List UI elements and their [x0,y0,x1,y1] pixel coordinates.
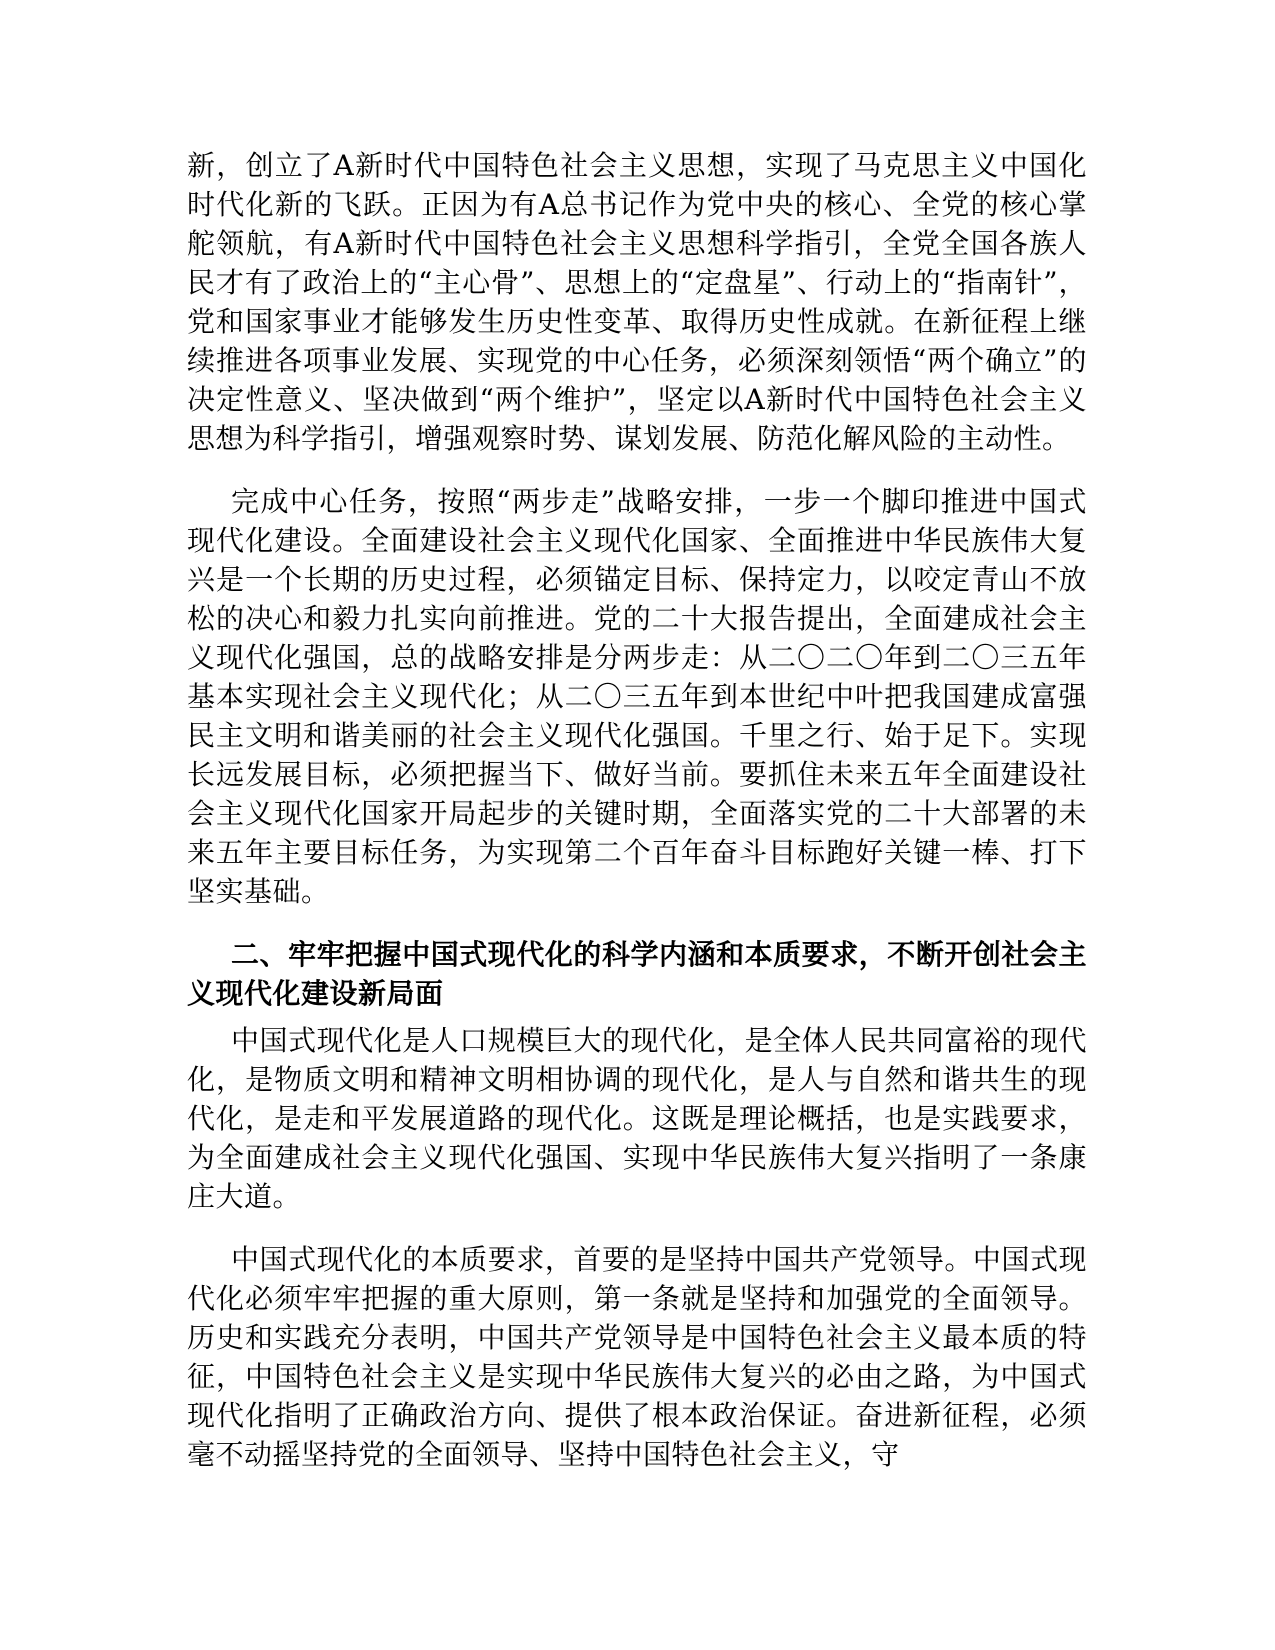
paragraph-modernization-definition: 中国式现代化是人口规模巨大的现代化，是全体人民共同富裕的现代化，是物质文明和精神文明相协调的现代化，是人与自然和谐共生的现代化，是走和平发展道路的现代化。这既是理论概括，也是实践要求，为全面建成社会主义现代化强国、实现中华民族伟大复兴指明了一条康庄大道。 [187,1024,1087,1213]
paragraph-continued: 新，创立了A新时代中国特色社会主义思想，实现了马克思主义中国化时代化新的飞跃。正因为有A总书记作为党中央的核心、全党的核心掌舵领航，有A新时代中国特色社会主义思想科学指引，全党全国各族人民才有了政治上的“主心骨”、思想上的“定盘星”、行动上的“指南针”，党和国家事业才能够发生历史性变革、取得历史性成就。在新征程上继续推进各项事业发展、实现党的中心任务，必须深刻领悟“两个确立”的决定性意义、坚决做到“两个维护”，坚定以A新时代中国特色社会主义思想为科学指引，增强观察时势、谋划发展、防范化解风险的主动性。 [187,149,1087,455]
paragraph-two-step-strategy: 完成中心任务，按照“两步走”战略安排，一步一个脚印推进中国式现代化建设。全面建设社会主义现代化国家、全面推进中华民族伟大复兴是一个长期的历史过程，必须锚定目标、保持定力，以咬定青山不放松的决心和毅力扎实向前推进。党的二十大报告提出，全面建成社会主义现代化强国，总的战略安排是分两步走：从二〇二〇年到二〇三五年基本实现社会主义现代化；从二〇三五年到本世纪中叶把我国建成富强民主文明和谐美丽的社会主义现代化强国。千里之行、始于足下。实现长远发展目标，必须把握当下、做好当前。要抓住未来五年全面建设社会主义现代化国家开局起步的关键时期，全面落实党的二十大部署的未来五年主要目标任务，为实现第二个百年奋斗目标跑好关键一棒、打下坚实基础。 [187,485,1087,908]
section-heading-two: 二、牢牢把握中国式现代化的科学内涵和本质要求，不断开创社会主义现代化建设新局面 [187,938,1087,1010]
document-body [187,146,1087,1498]
paragraph-party-leadership: 中国式现代化的本质要求，首要的是坚持中国共产党领导。中国式现代化必须牢牢把握的重大原则，第一条就是坚持和加强党的全面领导。历史和实践充分表明，中国共产党领导是中国特色社会主义最本质的特征，中国特色社会主义是实现中华民族伟大复兴的必由之路，为中国式现代化指明了正确政治方向、提供了根本政治保证。奋进新征程，必须毫不动摇坚持党的全面领导、坚持中国特色社会主义，守 [187,1243,1087,1471]
